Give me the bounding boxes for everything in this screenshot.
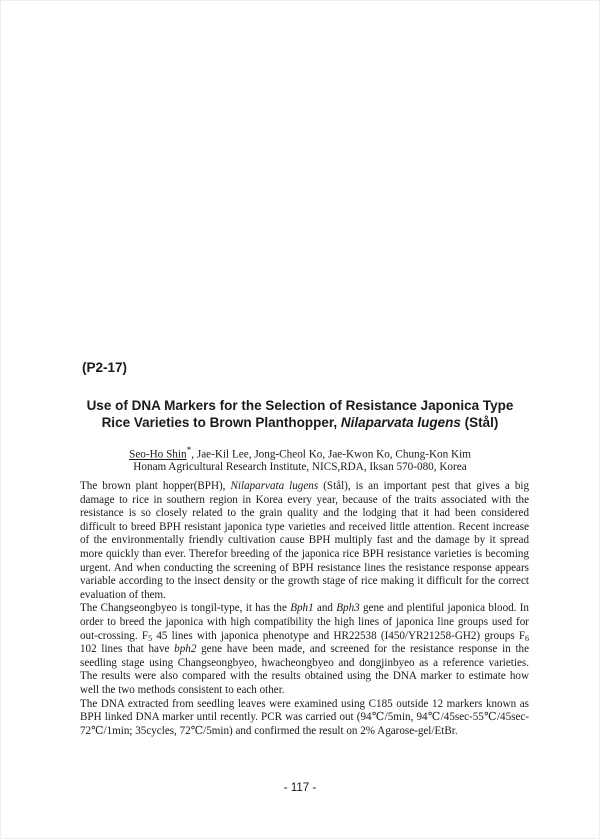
title-species-name: Nilaparvata lugens [340, 415, 461, 430]
abstract-text: The Changseongbyeo is tongil-type, it has the [80, 602, 291, 615]
co-authors: , Jae-Kil Lee, Jong-Cheol Ko, Jae-Kwon Ko, Chung-Kon Kim [191, 448, 471, 461]
abstract-text: 102 lines that have [80, 643, 175, 656]
abstract-text: 45 lines with japonica phenotype and HR22538 (I450/YR21258-GH2) groups F [152, 629, 526, 642]
abstract-text: gene and plentiful japonica blood. In order to breed the japonica with high compatibility the high lines of japonica line groups used for out-crossing. F [80, 602, 529, 642]
abstract-paragraph: The DNA extracted from seedling leaves were examined using C185 outside 12 markers known as BPH linked DNA marker until recently. PCR was carried out (94℃/5min, 94℃/45sec-55℃/45sec-72℃/1min; 35cycles, 72℃/5min) and confirmed the result on 2% Agarose-gel/EtBr. [80, 697, 529, 737]
session-code: (P2-17) [82, 360, 128, 375]
title-text: Rice Varieties to Brown Planthopper, [101, 415, 341, 430]
abstract-text: The brown plant hopper(BPH), [80, 480, 231, 492]
title-authority: (Stål) [460, 415, 499, 430]
generation-subscript: 5 [148, 633, 153, 643]
abstract-text: (Stål), is an important pest that gives a big damage to rice in southern region in Korea every year, because of the traits associated with the resistance is so closely related to the grain quality and the lodging that it had been considered difficult to breed BPH resistant japonica type varieties and received little attention. Recent increase of the environmentally friendly cultivation cause BPH multiply fast and the damage by it spread more quickly than ever. Therefor breeding of the japonica rice BPH resistance varieties is becoming urgent. And when conducting the screening of BPH resistance lines the resistance response appears variable according to the insect density or the growth stage of rice making it difficult for the correct evaluation of them. [80, 480, 530, 601]
generation-subscript: 6 [525, 633, 530, 643]
gene-name: Bph3 [336, 602, 360, 615]
abstract-text: and [313, 602, 337, 615]
abstract-paragraph [80, 602, 529, 697]
presenting-author: Seo-Ho Shin [129, 448, 187, 461]
abstract-paragraph [80, 480, 529, 602]
presenting-author-mark: * [186, 446, 192, 456]
species-name: Nilaparvata lugens [230, 480, 319, 492]
affiliation: Honam Agricultural Research Institute, NICS,RDA, Iksan 570-080, Korea [133, 461, 467, 473]
gene-name: Bph1 [290, 602, 314, 615]
paper-title [60, 397, 540, 431]
abstract-text: gene have been made, and screened for the resistance response in the seedling stage using Changseongbyeo, hwacheongbyeo and dongjinbyeo as a reference varieties. The results were also compared with the results obtained using the DNA marker to estimate how well the two methods consistent to each other. [80, 643, 530, 696]
gene-name: bph2 [174, 643, 197, 656]
abstract-body [80, 480, 529, 738]
page-number: - 117 - [283, 782, 317, 794]
title-line-1: Use of DNA Markers for the Selection of Resistance Japonica Type [86, 398, 514, 413]
title-line-2 [60, 414, 540, 431]
